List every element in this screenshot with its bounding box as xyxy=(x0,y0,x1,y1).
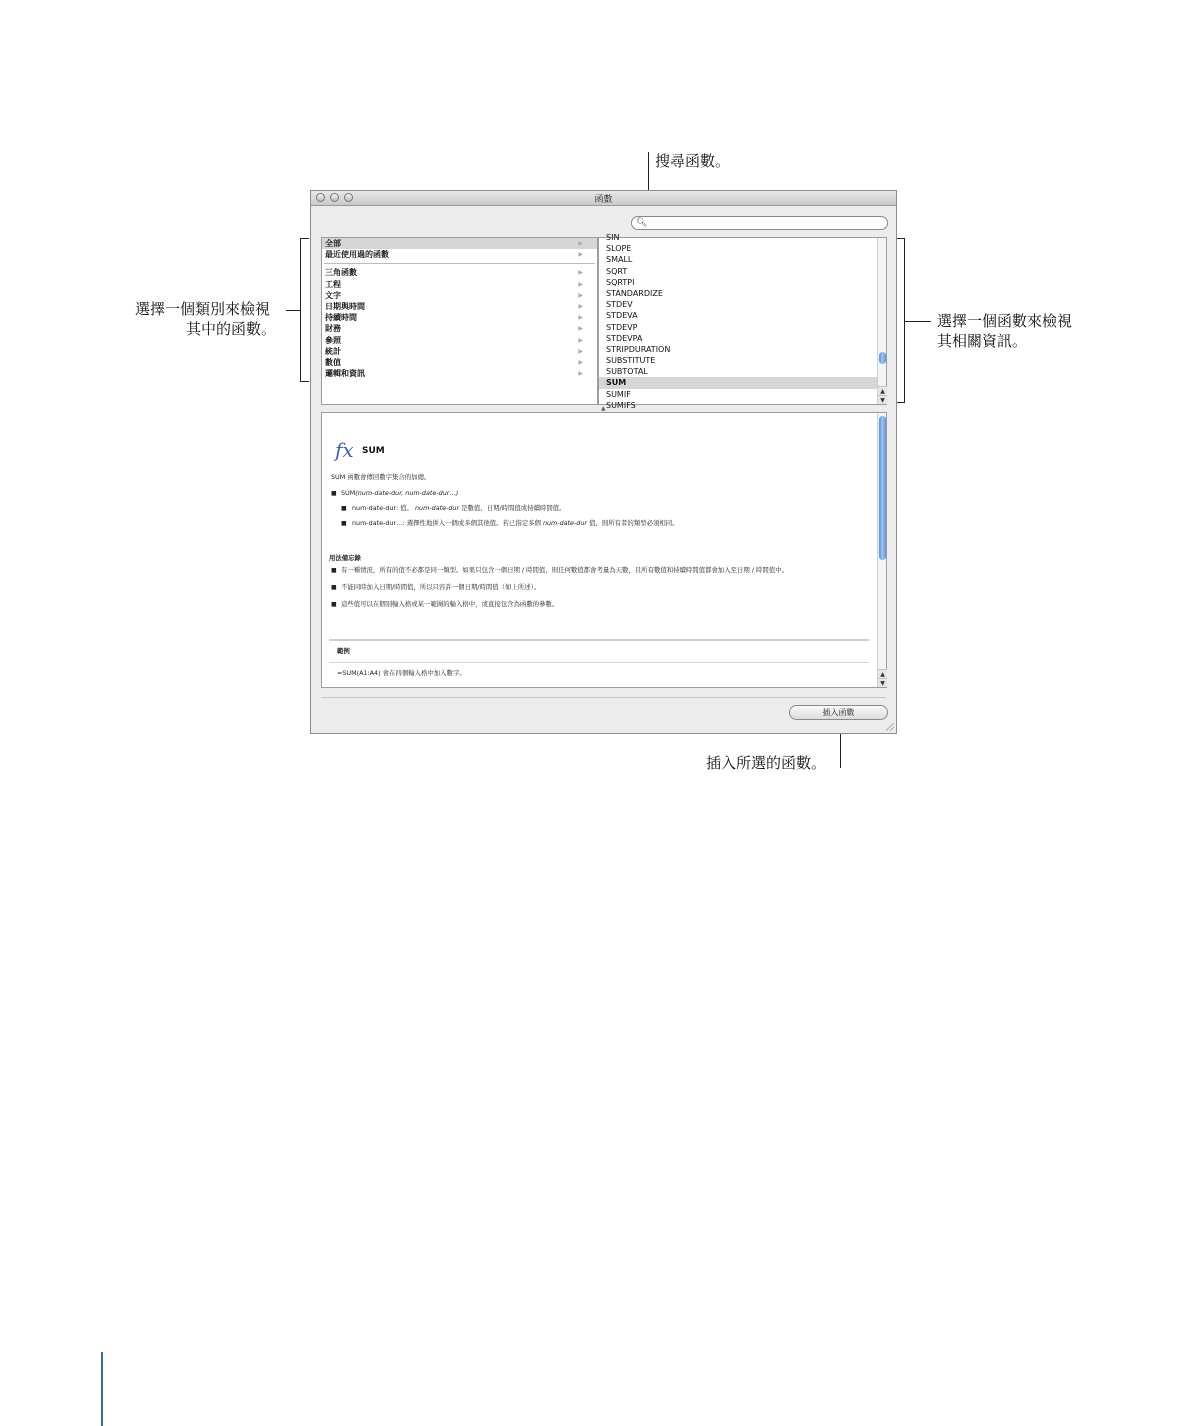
category-item[interactable] xyxy=(322,301,597,312)
footer-divider xyxy=(321,697,886,698)
category-bracket xyxy=(300,238,309,382)
function-item[interactable]: STDEV xyxy=(606,300,633,310)
function-item[interactable]: SUBSTITUTE xyxy=(606,356,656,366)
function-item[interactable]: STDEVA xyxy=(606,311,638,321)
function-summary: SUM 函數會傳回數字集合的加總。 xyxy=(331,473,431,481)
callout-category-line1: 選擇一個類別來檢視 xyxy=(135,300,271,318)
argument-1 xyxy=(352,504,566,513)
category-item-label: 三角函數 xyxy=(325,268,357,278)
description-scrollbar[interactable] xyxy=(877,413,886,687)
category-item[interactable] xyxy=(322,279,597,290)
examples-divider xyxy=(329,639,869,641)
category-item-label: 日期與時間 xyxy=(325,301,365,311)
function-description xyxy=(321,412,887,688)
arg2-name: num-date-dur…: xyxy=(352,519,405,527)
bullet-icon: ■ xyxy=(331,584,337,591)
search-icon: 🔍︎ xyxy=(636,218,648,228)
category-item-label: 參照 xyxy=(325,335,341,345)
callout-function-line xyxy=(905,321,931,322)
callout-search: 搜尋函數。 xyxy=(655,152,731,170)
description-scroll-thumb[interactable] xyxy=(879,416,886,560)
function-item[interactable]: STDEVPA xyxy=(606,333,643,343)
resize-grip-icon[interactable] xyxy=(886,723,894,731)
bullet-icon: ■ xyxy=(331,567,337,574)
bullet-icon: ■ xyxy=(341,505,347,512)
category-item[interactable] xyxy=(322,335,597,346)
category-item[interactable] xyxy=(322,290,597,301)
disclosure-arrow-icon: ▶ xyxy=(578,314,583,322)
bullet-icon: ■ xyxy=(331,601,337,608)
function-item[interactable]: SMALL xyxy=(606,255,633,265)
function-list[interactable] xyxy=(598,233,887,410)
category-item-label: 財務 xyxy=(325,324,341,334)
category-item-label: 數值 xyxy=(325,357,341,367)
function-title: SUM xyxy=(362,446,385,456)
functions-window xyxy=(310,190,897,734)
scroll-up-arrow-icon[interactable]: ▲ xyxy=(878,669,887,678)
category-item-label: 統計 xyxy=(325,346,341,356)
category-item-label: 全部 xyxy=(325,239,341,248)
category-item[interactable] xyxy=(322,312,597,323)
category-item[interactable] xyxy=(322,267,597,278)
category-item[interactable] xyxy=(322,357,597,368)
note-3: 這些值可以在個別輸入格或某一範圍的輸入格中，或直接包含為函數的參數。 xyxy=(341,600,559,608)
disclosure-arrow-icon: ▶ xyxy=(578,240,583,247)
example-text: =SUM(A1:A4) 會在四個輸入格中加入數字。 xyxy=(337,669,466,677)
syntax-name: SUM xyxy=(341,489,356,497)
arg1-post: 是數值、日期/時間值或持續時間值。 xyxy=(461,504,566,512)
insert-function-button[interactable]: 插入函數 xyxy=(789,705,888,720)
callout-category-line2: 其中的函數。 xyxy=(186,320,277,338)
disclosure-arrow-icon: ▶ xyxy=(578,280,583,288)
category-item[interactable] xyxy=(322,368,597,379)
disclosure-arrow-icon: ▶ xyxy=(578,358,583,366)
category-item[interactable] xyxy=(322,249,597,260)
function-item[interactable]: SLOPE xyxy=(606,244,632,254)
callout-function-line2: 其相關資訊。 xyxy=(937,332,1028,350)
disclosure-arrow-icon: ▶ xyxy=(578,291,583,299)
disclosure-arrow-icon: ▶ xyxy=(578,325,583,333)
arg2-pre: 選擇性地併入一個或多個其他值。若已指定多個 xyxy=(406,519,541,527)
bullet-icon: ■ xyxy=(341,520,347,527)
notes-heading: 用法備忘錄 xyxy=(329,554,361,562)
category-item-label: 文字 xyxy=(325,290,341,300)
disclosure-arrow-icon: ▶ xyxy=(578,302,583,310)
function-item[interactable]: SUMIF xyxy=(606,389,631,399)
function-item[interactable]: SUBTOTAL xyxy=(606,367,648,377)
function-item[interactable]: SUMIFS xyxy=(606,400,636,410)
bullet-icon: ■ xyxy=(331,490,337,497)
category-item[interactable] xyxy=(322,346,597,357)
function-item[interactable]: STANDARDIZE xyxy=(606,288,663,298)
function-item[interactable]: STDEVP xyxy=(606,322,638,332)
arg2-italic: num-date-dur xyxy=(542,519,588,527)
function-item[interactable]: SQRTPI xyxy=(606,277,635,287)
disclosure-arrow-icon: ▶ xyxy=(578,370,583,378)
category-item-label: 持續時間 xyxy=(325,313,357,323)
category-item[interactable] xyxy=(322,238,597,249)
disclosure-arrow-icon: ▶ xyxy=(578,251,583,259)
arg1-italic: num-date-dur xyxy=(415,504,460,512)
callout-function-line1: 選擇一個函數來檢視 xyxy=(937,312,1073,330)
category-item-label: 工程 xyxy=(325,279,341,289)
fx-icon: fx xyxy=(335,438,354,462)
callout-insert: 插入所選的函數。 xyxy=(706,754,827,772)
arg1-pre: 值。 xyxy=(400,504,413,512)
scroll-down-arrow-icon[interactable]: ▼ xyxy=(878,678,887,687)
pane-splitter-icon[interactable]: ▲ xyxy=(601,405,606,412)
category-item-label: 最近使用過的函數 xyxy=(325,250,389,260)
note-1: 有一種情況，所有的值不必都是同一類型。如果只包含一個日期 / 時間值，則任何數值都會考量為天數，且所有數值和持續時間值都會加入至日期 / 時間值中。 xyxy=(341,566,788,574)
category-separator xyxy=(324,263,595,264)
function-item[interactable]: SUM xyxy=(599,377,877,388)
note-2: 不能同時加入日期/時間值，所以只容許一個日期/時間值（如上所述）。 xyxy=(341,583,541,591)
page-margin-rule xyxy=(101,1352,103,1426)
function-item[interactable]: SQRT xyxy=(606,266,628,276)
syntax xyxy=(341,489,458,498)
category-item[interactable] xyxy=(322,323,597,334)
examples-underline xyxy=(329,662,869,663)
category-list[interactable] xyxy=(321,237,598,405)
disclosure-arrow-icon: ▶ xyxy=(578,347,583,355)
function-list-scrollbar[interactable] xyxy=(877,238,886,404)
window-title: 函數 xyxy=(594,195,613,205)
search-input[interactable] xyxy=(631,216,888,230)
function-item[interactable]: STRIPDURATION xyxy=(606,344,671,354)
category-item-label: 邏輯和資訊 xyxy=(325,369,365,379)
function-list-scroll-thumb[interactable] xyxy=(879,352,886,364)
callout-category-line xyxy=(286,310,300,311)
window-titlebar[interactable] xyxy=(311,191,896,206)
function-item[interactable]: SIN xyxy=(606,233,620,242)
disclosure-arrow-icon: ▶ xyxy=(578,269,583,277)
argument-2 xyxy=(352,519,679,528)
examples-heading: 範例 xyxy=(337,647,350,655)
scroll-down-arrow-icon[interactable]: ▼ xyxy=(878,395,887,404)
arg1-name: num-date-dur: xyxy=(352,504,399,512)
syntax-args: (num-date-dur, num-date-dur…) xyxy=(355,489,459,497)
scroll-up-arrow-icon[interactable]: ▲ xyxy=(878,386,887,395)
arg2-post: 值，則所有者的類型必須相同。 xyxy=(589,519,679,527)
disclosure-arrow-icon: ▶ xyxy=(578,336,583,344)
